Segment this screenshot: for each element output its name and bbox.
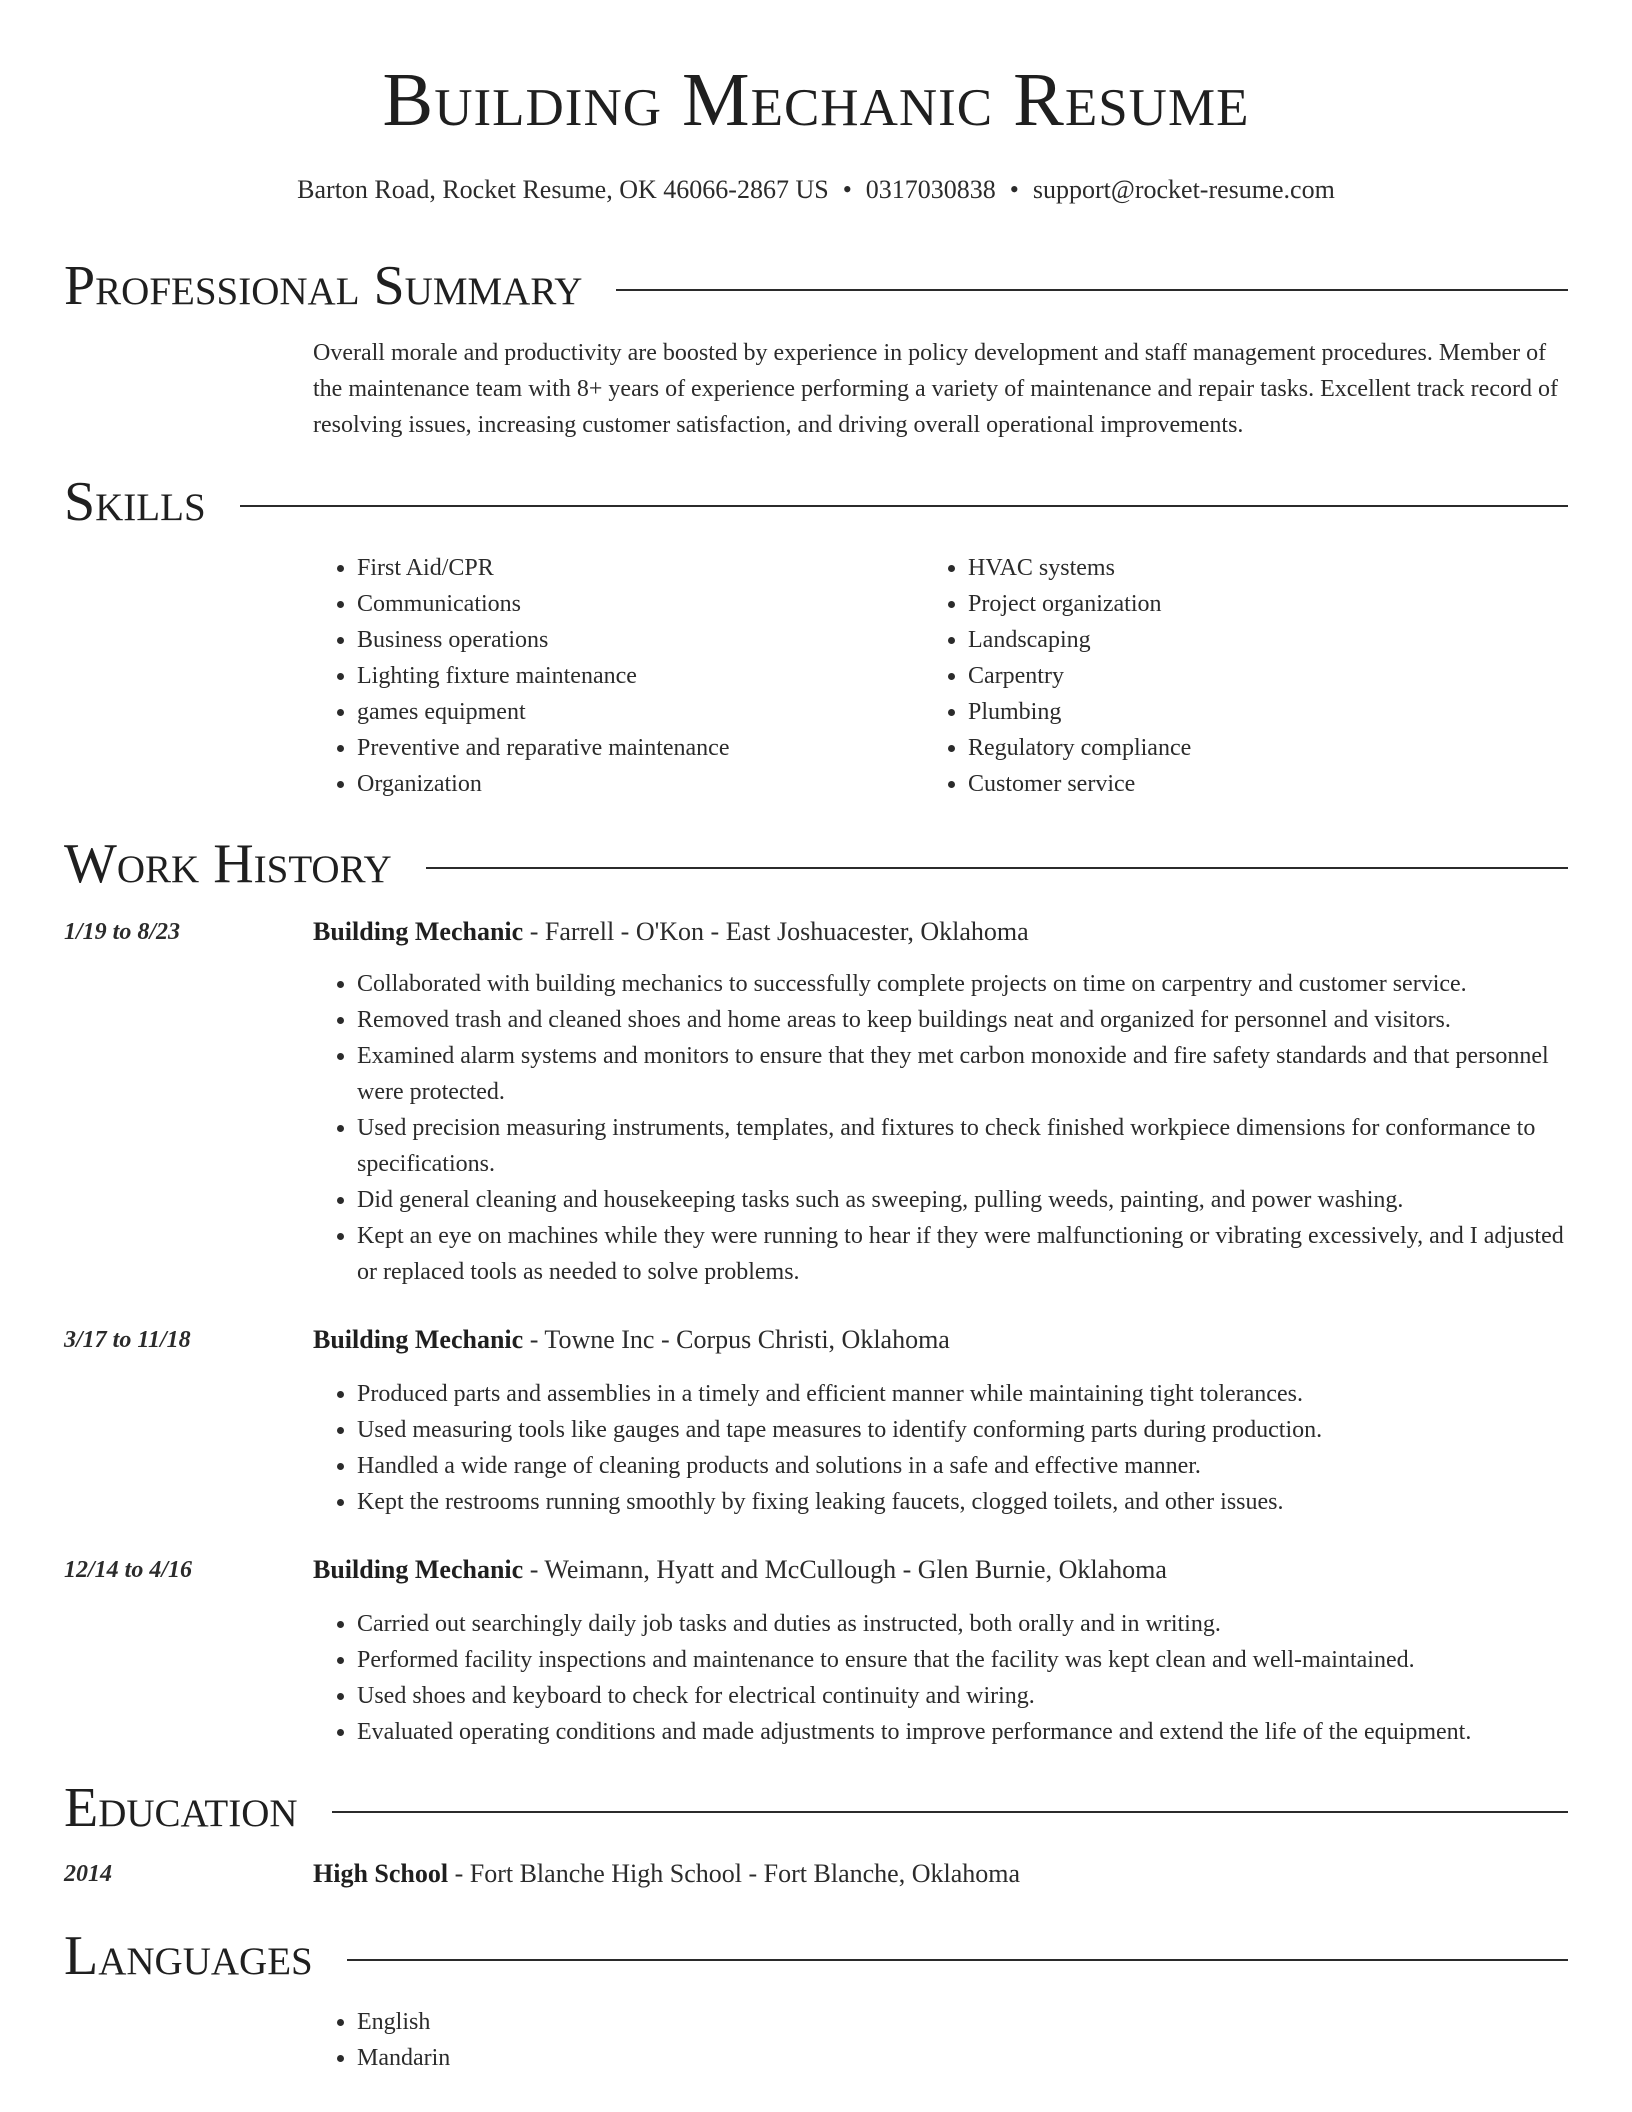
language-item: • English <box>357 2004 1568 2040</box>
job-employer-location: - Weimann, Hyatt and McCullough - Glen Burnie, Oklahoma <box>523 1555 1167 1584</box>
contact-email: support@rocket-resume.com <box>1032 175 1335 204</box>
section-divider <box>426 867 1568 869</box>
contact-address: Barton Road, Rocket Resume, OK 46066-2867 US <box>297 175 829 204</box>
languages-block <box>313 2004 1568 2076</box>
responsibility-item: • Removed trash and cleaned shoes and home areas to keep buildings neat and organized for personnel and visitors. <box>357 1002 1568 1038</box>
section-heading-label: Work History <box>64 833 392 895</box>
job-role: Building Mechanic <box>313 1555 524 1584</box>
resume-title: Building Mechanic Resume <box>382 58 1250 142</box>
languages-list <box>313 2004 1568 2076</box>
responsibility-item: • Kept an eye on machines while they were running to hear if they were malfunctioning or vibrating excessively, and I adjusted or replaced tools as needed to solve problems. <box>357 1218 1568 1290</box>
section-heading-label: Skills <box>64 471 206 533</box>
job-employer-location: - Farrell - O'Kon - East Joshuacester, Oklahoma <box>523 917 1029 946</box>
skill-item: • Preventive and reparative maintenance <box>357 730 873 766</box>
job-dates: 12/14 to 4/16 <box>64 1557 193 1583</box>
skill-item: • Landscaping <box>968 622 1484 658</box>
job-heading <box>313 914 1568 950</box>
skill-item: • Carpentry <box>968 658 1484 694</box>
section-heading-label: Languages <box>64 1925 313 1987</box>
skill-item: • Project organization <box>968 586 1484 622</box>
education-heading <box>313 1856 1568 1892</box>
section-heading-education <box>64 1777 1568 1839</box>
summary-text: Overall morale and productivity are boosted by experience in policy development and staff management procedures. Member of the maintenance team with 8+ years of experience performing a variety of maintenance and repair tasks. Excellent track record of resolving issues, increasing customer satisfaction, and driving overall operational improvements. <box>313 340 1558 438</box>
job-heading <box>313 1322 1568 1358</box>
skills-list-right <box>924 550 1484 802</box>
job-responsibilities <box>313 1606 1568 1750</box>
language-item: • Mandarin <box>357 2040 1568 2076</box>
section-divider <box>616 289 1568 291</box>
section-heading-summary <box>64 255 1568 317</box>
skills-column-right <box>924 550 1484 802</box>
section-heading-label: Education <box>64 1777 298 1839</box>
responsibility-item: • Produced parts and assemblies in a timely and efficient manner while maintaining tight tolerances. <box>357 1376 1568 1412</box>
section-heading-label: Professional Summary <box>64 255 583 317</box>
job-employer-location: - Towne Inc - Corpus Christi, Oklahoma <box>523 1325 950 1354</box>
skill-item: • Regulatory compliance <box>968 730 1484 766</box>
responsibility-item: • Handled a wide range of cleaning products and solutions in a safe and effective manner. <box>357 1448 1568 1484</box>
job-dates: 3/17 to 11/18 <box>64 1327 191 1353</box>
skill-item: • Plumbing <box>968 694 1484 730</box>
education-school-location: - Fort Blanche High School - Fort Blanche, Oklahoma <box>448 1859 1020 1888</box>
skill-item: • Communications <box>357 586 873 622</box>
section-heading-skills <box>64 471 1568 533</box>
skills-column-left <box>313 550 873 802</box>
job-role: Building Mechanic <box>313 917 524 946</box>
responsibility-item: • Examined alarm systems and monitors to ensure that they met carbon monoxide and fire safety standards and that personnel were protected. <box>357 1038 1568 1110</box>
section-divider <box>347 1959 1568 1961</box>
skill-item: • Customer service <box>968 766 1484 802</box>
contact-separator: • <box>1009 175 1019 204</box>
responsibility-item: • Used shoes and keyboard to check for electrical continuity and wiring. <box>357 1678 1568 1714</box>
responsibility-list <box>313 1376 1568 1520</box>
skill-item: • Organization <box>357 766 873 802</box>
skill-item: • Lighting fixture maintenance <box>357 658 873 694</box>
responsibility-item: • Performed facility inspections and maintenance to ensure that the facility was kept clean and well-maintained. <box>357 1642 1568 1678</box>
section-heading-work-history <box>64 833 1568 895</box>
skills-list-left <box>313 550 873 802</box>
section-divider <box>332 1811 1568 1813</box>
skill-item: • Business operations <box>357 622 873 658</box>
responsibility-list <box>313 1606 1568 1750</box>
job-responsibilities <box>313 966 1568 1290</box>
responsibility-item: • Did general cleaning and housekeeping tasks such as sweeping, pulling weeds, painting, and power washing. <box>357 1182 1568 1218</box>
skill-item: • HVAC systems <box>968 550 1484 586</box>
job-responsibilities <box>313 1376 1568 1520</box>
responsibility-item: • Used measuring tools like gauges and tape measures to identify conforming parts during production. <box>357 1412 1568 1448</box>
responsibility-item: • Used precision measuring instruments, templates, and fixtures to check finished workpiece dimensions for conformance to specifications. <box>357 1110 1568 1182</box>
contact-separator: • <box>842 175 852 204</box>
responsibility-item: • Kept the restrooms running smoothly by fixing leaking faucets, clogged toilets, and other issues. <box>357 1484 1568 1520</box>
job-role: Building Mechanic <box>313 1325 524 1354</box>
job-dates: 1/19 to 8/23 <box>64 919 181 945</box>
summary-body <box>313 335 1562 443</box>
job-heading <box>313 1552 1568 1588</box>
education-degree: High School <box>313 1859 449 1888</box>
skill-item: • games equipment <box>357 694 873 730</box>
section-divider <box>240 505 1568 507</box>
responsibility-item: • Collaborated with building mechanics to successfully complete projects on time on carpentry and customer service. <box>357 966 1568 1002</box>
skill-item: • First Aid/CPR <box>357 550 873 586</box>
responsibility-item: • Evaluated operating conditions and made adjustments to improve performance and extend the life of the equipment. <box>357 1714 1568 1750</box>
responsibility-list <box>313 966 1568 1290</box>
responsibility-item: • Carried out searchingly daily job tasks and duties as instructed, both orally and in writing. <box>357 1606 1568 1642</box>
education-year: 2014 <box>64 1861 112 1887</box>
contact-phone: 0317030838 <box>865 175 996 204</box>
section-heading-languages <box>64 1925 1568 1987</box>
contact-line <box>0 174 1632 205</box>
